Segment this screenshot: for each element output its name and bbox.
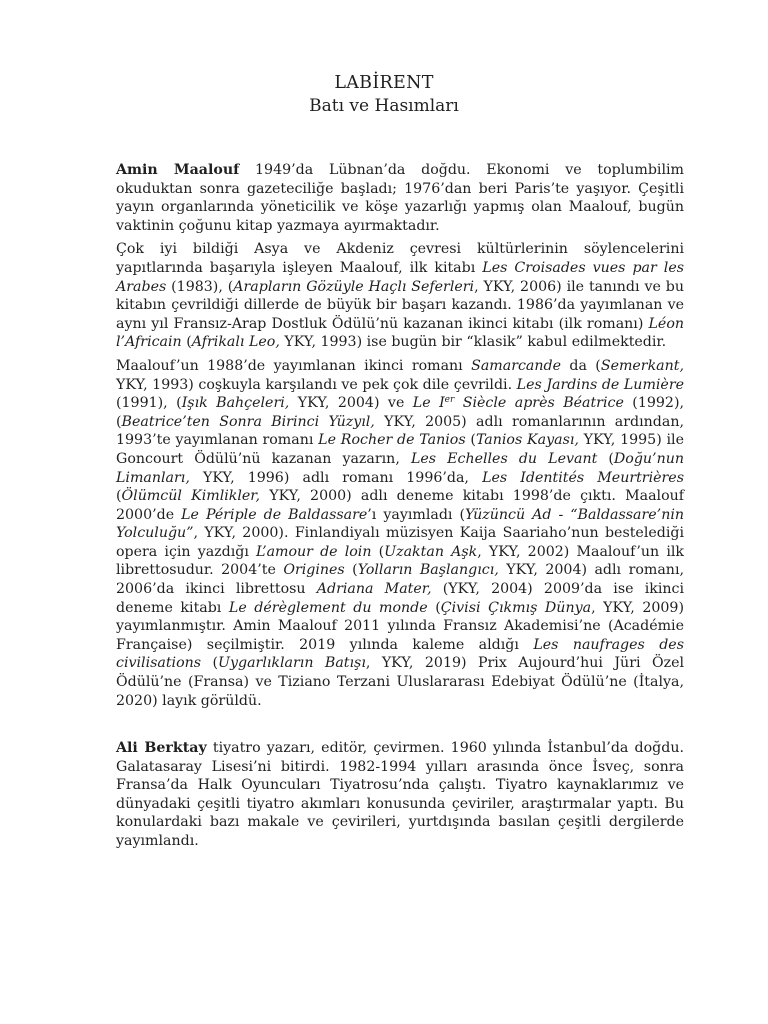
book-title: Origines bbox=[283, 562, 345, 579]
text-run: 1949’da Lübnan’da doğdu. Ekonomi ve toplumbilim okuduktan sonra gazeteciliğe başladı; 1976’dan beri Paris’te yaşıyor. Çeşitli yayın organlarında yöneticilik ve köşe yazarlığı yapmış olan Maalouf, bugün vaktinin çoğunu kitap yazmaya ayırmaktadır. bbox=[116, 162, 684, 234]
text-run: YKY, 1993) ise bugün bir “klasik” kabul edilmektedir. bbox=[279, 334, 667, 351]
book-title: Uygarlıkların Batışı bbox=[218, 655, 366, 672]
book-title: Les naufrages des civilisations bbox=[116, 636, 684, 672]
maalouf-paragraph-1 bbox=[116, 161, 684, 235]
text-run: ( bbox=[344, 562, 358, 579]
text-run: ( bbox=[201, 655, 219, 672]
book-title: Tanios Kayası, bbox=[475, 432, 579, 449]
text-run: YKY, 1993) coşkuyla karşılandı ve pek çok dile çevrildi. bbox=[116, 376, 517, 393]
book-title: Işık Bahçeleri, bbox=[181, 395, 290, 412]
text-run: (YKY, 2004) 2009’da ise ikinci deneme kitabı bbox=[116, 581, 684, 616]
text-run: , YKY, 2002) Maalouf’un ilk librettosudur. 2004’te bbox=[116, 543, 685, 579]
book-title: Samarcande bbox=[471, 357, 562, 374]
header bbox=[0, 72, 768, 117]
text-run: ( bbox=[371, 543, 385, 560]
maalouf-paragraph-3 bbox=[116, 357, 684, 710]
text-run: YKY, 1995) ile Goncourt Ödülü’nü kazanan yazarın, bbox=[116, 432, 684, 467]
book-title: Les Jardins de Lumière bbox=[516, 376, 685, 393]
text-run: YKY, 2000) adlı deneme kitabı 1998’de çıktı. Maalouf 2000’de bbox=[116, 488, 684, 523]
book-title: Arapların Gözüyle Haçlı Seferleri bbox=[233, 278, 475, 295]
text-run: ( bbox=[465, 432, 476, 449]
book-title: Le Périple de Baldassare bbox=[181, 506, 368, 523]
text-run: tiyatro yazarı, editör, çevirmen. 1960 yılında İstanbul’da doğdu. Galatasaray Lisesi’ni bitirdi. 1982-1994 yılları arasında önce İsveç, sonra Fransa’da Halk Oyuncuları Tiyatrosu’nda çalıştı. Tiyatro kaynaklarımız ve dünyadaki çeşitli tiyatro akımları konusunda çeviriler, araştırmalar yaptı. Bu konulardaki bazı makale ve çevirileri, yurtdışında basılan çeşitli dergilerde yayımlandı. bbox=[116, 740, 684, 849]
page-title: LABİRENT bbox=[334, 73, 434, 93]
text-run: YKY, 2004) ve bbox=[289, 395, 413, 412]
berktay-paragraph-1 bbox=[116, 739, 684, 851]
title-part: Le I bbox=[412, 395, 445, 412]
text-run: ( bbox=[427, 599, 441, 616]
book-title: Les Echelles du Levant bbox=[410, 450, 598, 467]
book-title: Çivisi Çıkmış Dünya bbox=[440, 599, 592, 616]
book-title: Yüzüncü Ad - “Baldassare’nin Yolculuğu” bbox=[116, 506, 685, 542]
text-run: , YKY, 2000). Finlandiyalı müzisyen Kaija Saariaho’nun bestelediği opera için yazdığı bbox=[116, 525, 684, 560]
text-run: , YKY, 2009) yayımlanmıştır. Amin Maalouf 2011 yılında Fransız Akademisi’ne (Académie Française) seçilmiştir. 2019 yılında kaleme aldığı bbox=[116, 599, 684, 653]
author-bio-maalouf bbox=[116, 161, 684, 715]
text-run: YKY, 1996) adlı romanı 1996’da, bbox=[189, 469, 483, 486]
book-title: Les Croisades vues par les Arabes bbox=[116, 259, 685, 295]
text-run: ( bbox=[181, 334, 192, 351]
book-title: Le dérèglement du monde bbox=[228, 599, 428, 616]
text-run: , YKY, 2006) ile tanındı ve bu kitabın çevrildiği dillerde de büyük bir başarı kazandı. 1986’da yayımlanan ve aynı yıl Fransız-Arap Dostluk Ödülü’nü kazanan ikinci kitabı (ilk romanı) bbox=[116, 278, 684, 332]
text-run: YKY, 2004) adlı romanı, 2006’da ikinci librettosu bbox=[116, 562, 684, 598]
text-run: Maalouf’un 1988’de yayımlanan ikinci romanı bbox=[116, 357, 472, 374]
book-title: Les Identités Meurtrières bbox=[482, 469, 684, 486]
book-title: Uzaktan Aşk bbox=[384, 543, 478, 560]
book-title: Yolların Başlangıcı, bbox=[357, 562, 499, 579]
text-run: , YKY, 2019) Prix Aujourd’hui Jüri Özel Ödülü’ne (Fransa) ve Tiziano Terzani Uluslararası Edebiyat Ödülü’ne (İtalya, 2020) layık görüldü. bbox=[116, 655, 684, 709]
book-title: L’amour de loin bbox=[256, 543, 372, 560]
book-title: Ölümcül Kimlikler, bbox=[121, 488, 261, 505]
maalouf-paragraph-2 bbox=[116, 240, 684, 352]
text-run: (1983), ( bbox=[166, 278, 234, 295]
book-title: Doğu’nun Limanları, bbox=[116, 450, 684, 486]
book-title: Semerkant, bbox=[600, 357, 684, 374]
text-run: (1992), ( bbox=[116, 395, 684, 430]
page-subtitle: Batı ve Hasımları bbox=[309, 96, 459, 116]
book-title: Beatrice’ten Sonra Birinci Yüzyıl, bbox=[121, 413, 375, 430]
book-title: Léon l’Africain bbox=[116, 315, 684, 351]
author-bio-berktay bbox=[116, 739, 684, 856]
text-run: da ( bbox=[561, 357, 601, 374]
book-title: Afrikalı Leo, bbox=[191, 334, 280, 351]
text-run: ’ı yayımladı ( bbox=[367, 506, 465, 523]
book-title: Adriana Mater, bbox=[316, 581, 432, 598]
text-run: (1991), ( bbox=[116, 395, 182, 412]
book-title: Le Rocher de Tanios bbox=[318, 432, 466, 449]
text-run: YKY, 2005) adlı romanlarının ardından, 1993’te yayımlanan romanı bbox=[116, 413, 684, 449]
author-name: Amin Maalouf bbox=[116, 162, 240, 178]
translator-name: Ali Berktay bbox=[116, 740, 207, 756]
title-part: Siècle après Béatrice bbox=[454, 395, 624, 412]
text-run: ( bbox=[116, 488, 122, 505]
text-run: Çok iyi bildiği Asya ve Akdeniz çevresi kültürlerinin söylencelerini yapıtlarında başarıyla işleyen Maalouf, ilk kitabı bbox=[116, 241, 684, 276]
book-title bbox=[413, 395, 624, 411]
text-run: ( bbox=[597, 450, 614, 467]
superscript: er bbox=[444, 395, 455, 406]
